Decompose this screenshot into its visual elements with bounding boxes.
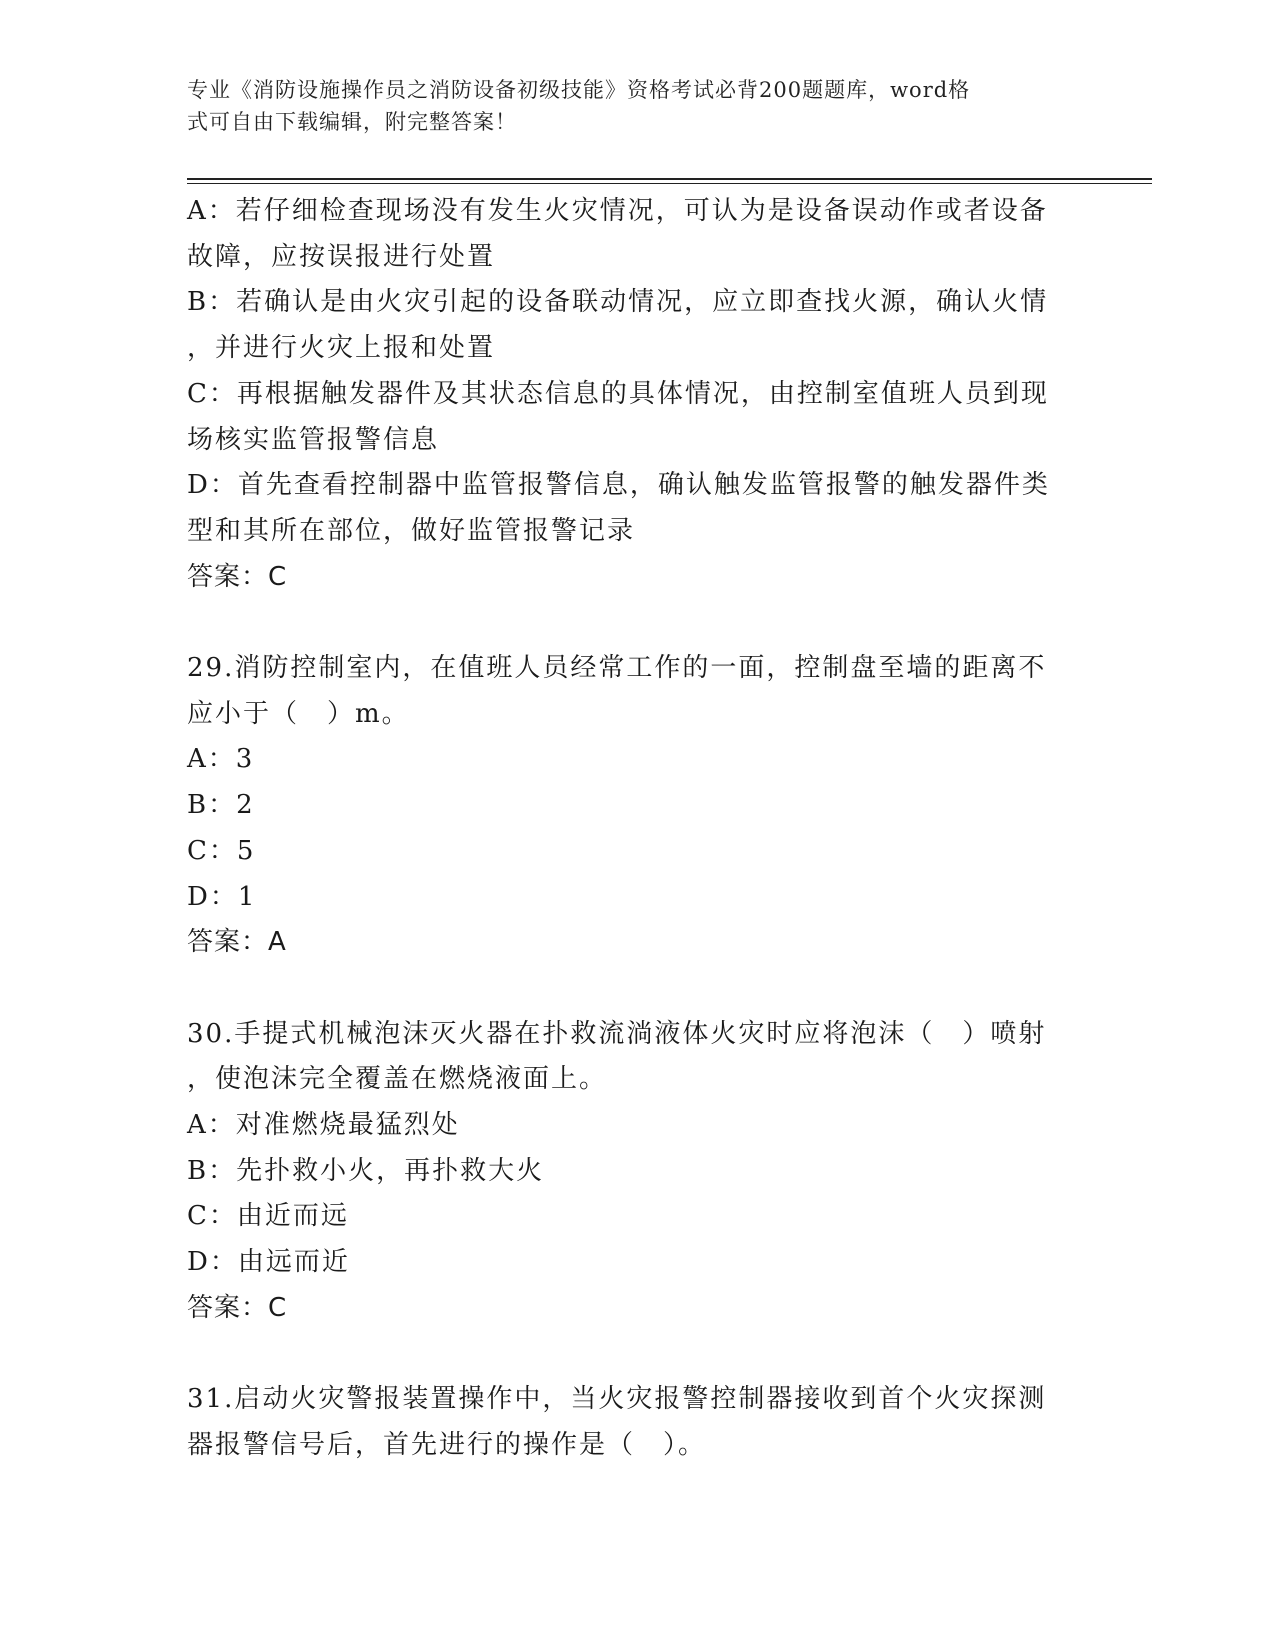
question-stem: 30.手提式机械泡沫灭火器在扑救流淌液体火灾时应将泡沫（ ）喷射 (187, 1018, 1047, 1049)
answer-label: 答案：C (187, 1292, 288, 1323)
header-line-2: 式可自由下载编辑，附完整答案！ (187, 110, 517, 134)
answer-label: 答案：C (187, 561, 288, 592)
header-line-1: 专业《消防设施操作员之消防设备初级技能》资格考试必背200题题库，word格 (187, 78, 971, 102)
question-30 (187, 1012, 1077, 1332)
option-a (187, 189, 1077, 280)
option-b: B：2 (187, 790, 255, 821)
header-rule-thin (187, 183, 1152, 184)
option-text: ，并进行火灾上报和处置 (187, 333, 496, 364)
option-b: B：先扑救小火，再扑救大火 (187, 1155, 545, 1186)
option-d: D：由远而近 (187, 1247, 350, 1278)
header-rule-thick (187, 178, 1152, 180)
question-stem: 29.消防控制室内，在值班人员经常工作的一面，控制盘至墙的距离不 (187, 653, 1047, 684)
answer-label: 答案：A (187, 927, 287, 958)
option-text: C：再根据触发器件及其状态信息的具体情况，由控制室值班人员到现 (187, 378, 1049, 409)
question-content (187, 189, 1077, 1469)
option-text: 型和其所在部位，做好监管报警记录 (187, 515, 636, 546)
option-a: A：对准燃烧最猛烈处 (187, 1110, 460, 1141)
option-b (187, 280, 1077, 371)
question-31 (187, 1377, 1077, 1468)
option-c: C：由近而远 (187, 1201, 349, 1232)
question-29 (187, 646, 1077, 966)
option-c (187, 372, 1077, 463)
option-d: D：1 (187, 881, 257, 912)
spacer (187, 600, 1077, 646)
option-d (187, 463, 1077, 554)
spacer (187, 1332, 1077, 1378)
question-stem: 31.启动火灾警报装置操作中，当火灾报警控制器接收到首个火灾探测 (187, 1384, 1047, 1415)
document-header (187, 74, 1077, 138)
option-text: B：若确认是由火灾引起的设备联动情况，应立即查找火源，确认火情 (187, 287, 1049, 318)
question-28 (187, 189, 1077, 600)
spacer (187, 966, 1077, 1012)
option-a: A：3 (187, 744, 255, 775)
question-stem: 应小于（ ）m。 (187, 698, 410, 729)
question-stem: 器报警信号后，首先进行的操作是（ ）。 (187, 1429, 707, 1460)
option-c: C：5 (187, 835, 256, 866)
question-stem: ，使泡沫完全覆盖在燃烧液面上。 (187, 1064, 608, 1095)
option-text: A：若仔细检查现场没有发生火灾情况，可认为是设备误动作或者设备 (187, 196, 1048, 226)
option-text: D：首先查看控制器中监管报警信息，确认触发监管报警的触发器件类 (187, 470, 1050, 501)
option-text: 场核实监管报警信息 (187, 424, 440, 455)
option-text: 故障，应按误报进行处置 (187, 241, 496, 272)
